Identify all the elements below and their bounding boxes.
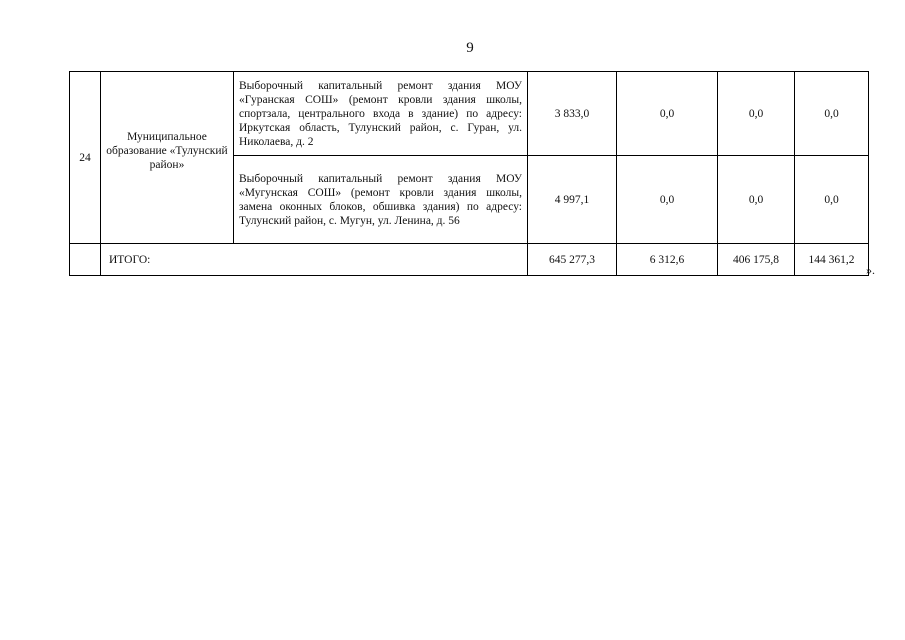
value-cell: 0,0 (718, 156, 795, 244)
table-row (70, 72, 869, 156)
value-cell: 0,0 (718, 72, 795, 156)
description-cell: Выборочный капитальный ремонт здания МОУ «Гуранская СОШ» (ремонт кровли здания школы, спортзала, центрального входа в здание) по адресу: Иркутская область, Тулунский район, с. Гуран, ул. Николаева, д. 2 (234, 72, 528, 156)
total-value-cell: 144 361,2 (795, 244, 869, 276)
value-cell: 3 833,0 (528, 72, 617, 156)
program-table (69, 71, 869, 276)
page-number: 9 (466, 40, 474, 56)
row-number-cell: 24 (70, 72, 101, 244)
closing-quote: ». (866, 263, 875, 277)
value-cell: 0,0 (795, 156, 869, 244)
value-cell: 0,0 (795, 72, 869, 156)
value-cell: 0,0 (617, 72, 718, 156)
total-value-cell: 406 175,8 (718, 244, 795, 276)
value-cell: 4 997,1 (528, 156, 617, 244)
municipality-name: Муниципальное образование «Тулунский район» (106, 130, 228, 171)
empty-cell (70, 244, 101, 276)
total-value-cell: 6 312,6 (617, 244, 718, 276)
description-cell: Выборочный капитальный ремонт здания МОУ «Мугунская СОШ» (ремонт кровли здания школы, замена оконных блоков, обшивка здания) по адресу: Тулунский район, с. Мугун, ул. Ленина, д. 56 (234, 156, 528, 244)
value-cell: 0,0 (617, 156, 718, 244)
municipality-cell (101, 72, 234, 244)
total-row (70, 244, 869, 276)
total-label: ИТОГО: (101, 244, 528, 276)
total-value-cell: 645 277,3 (528, 244, 617, 276)
